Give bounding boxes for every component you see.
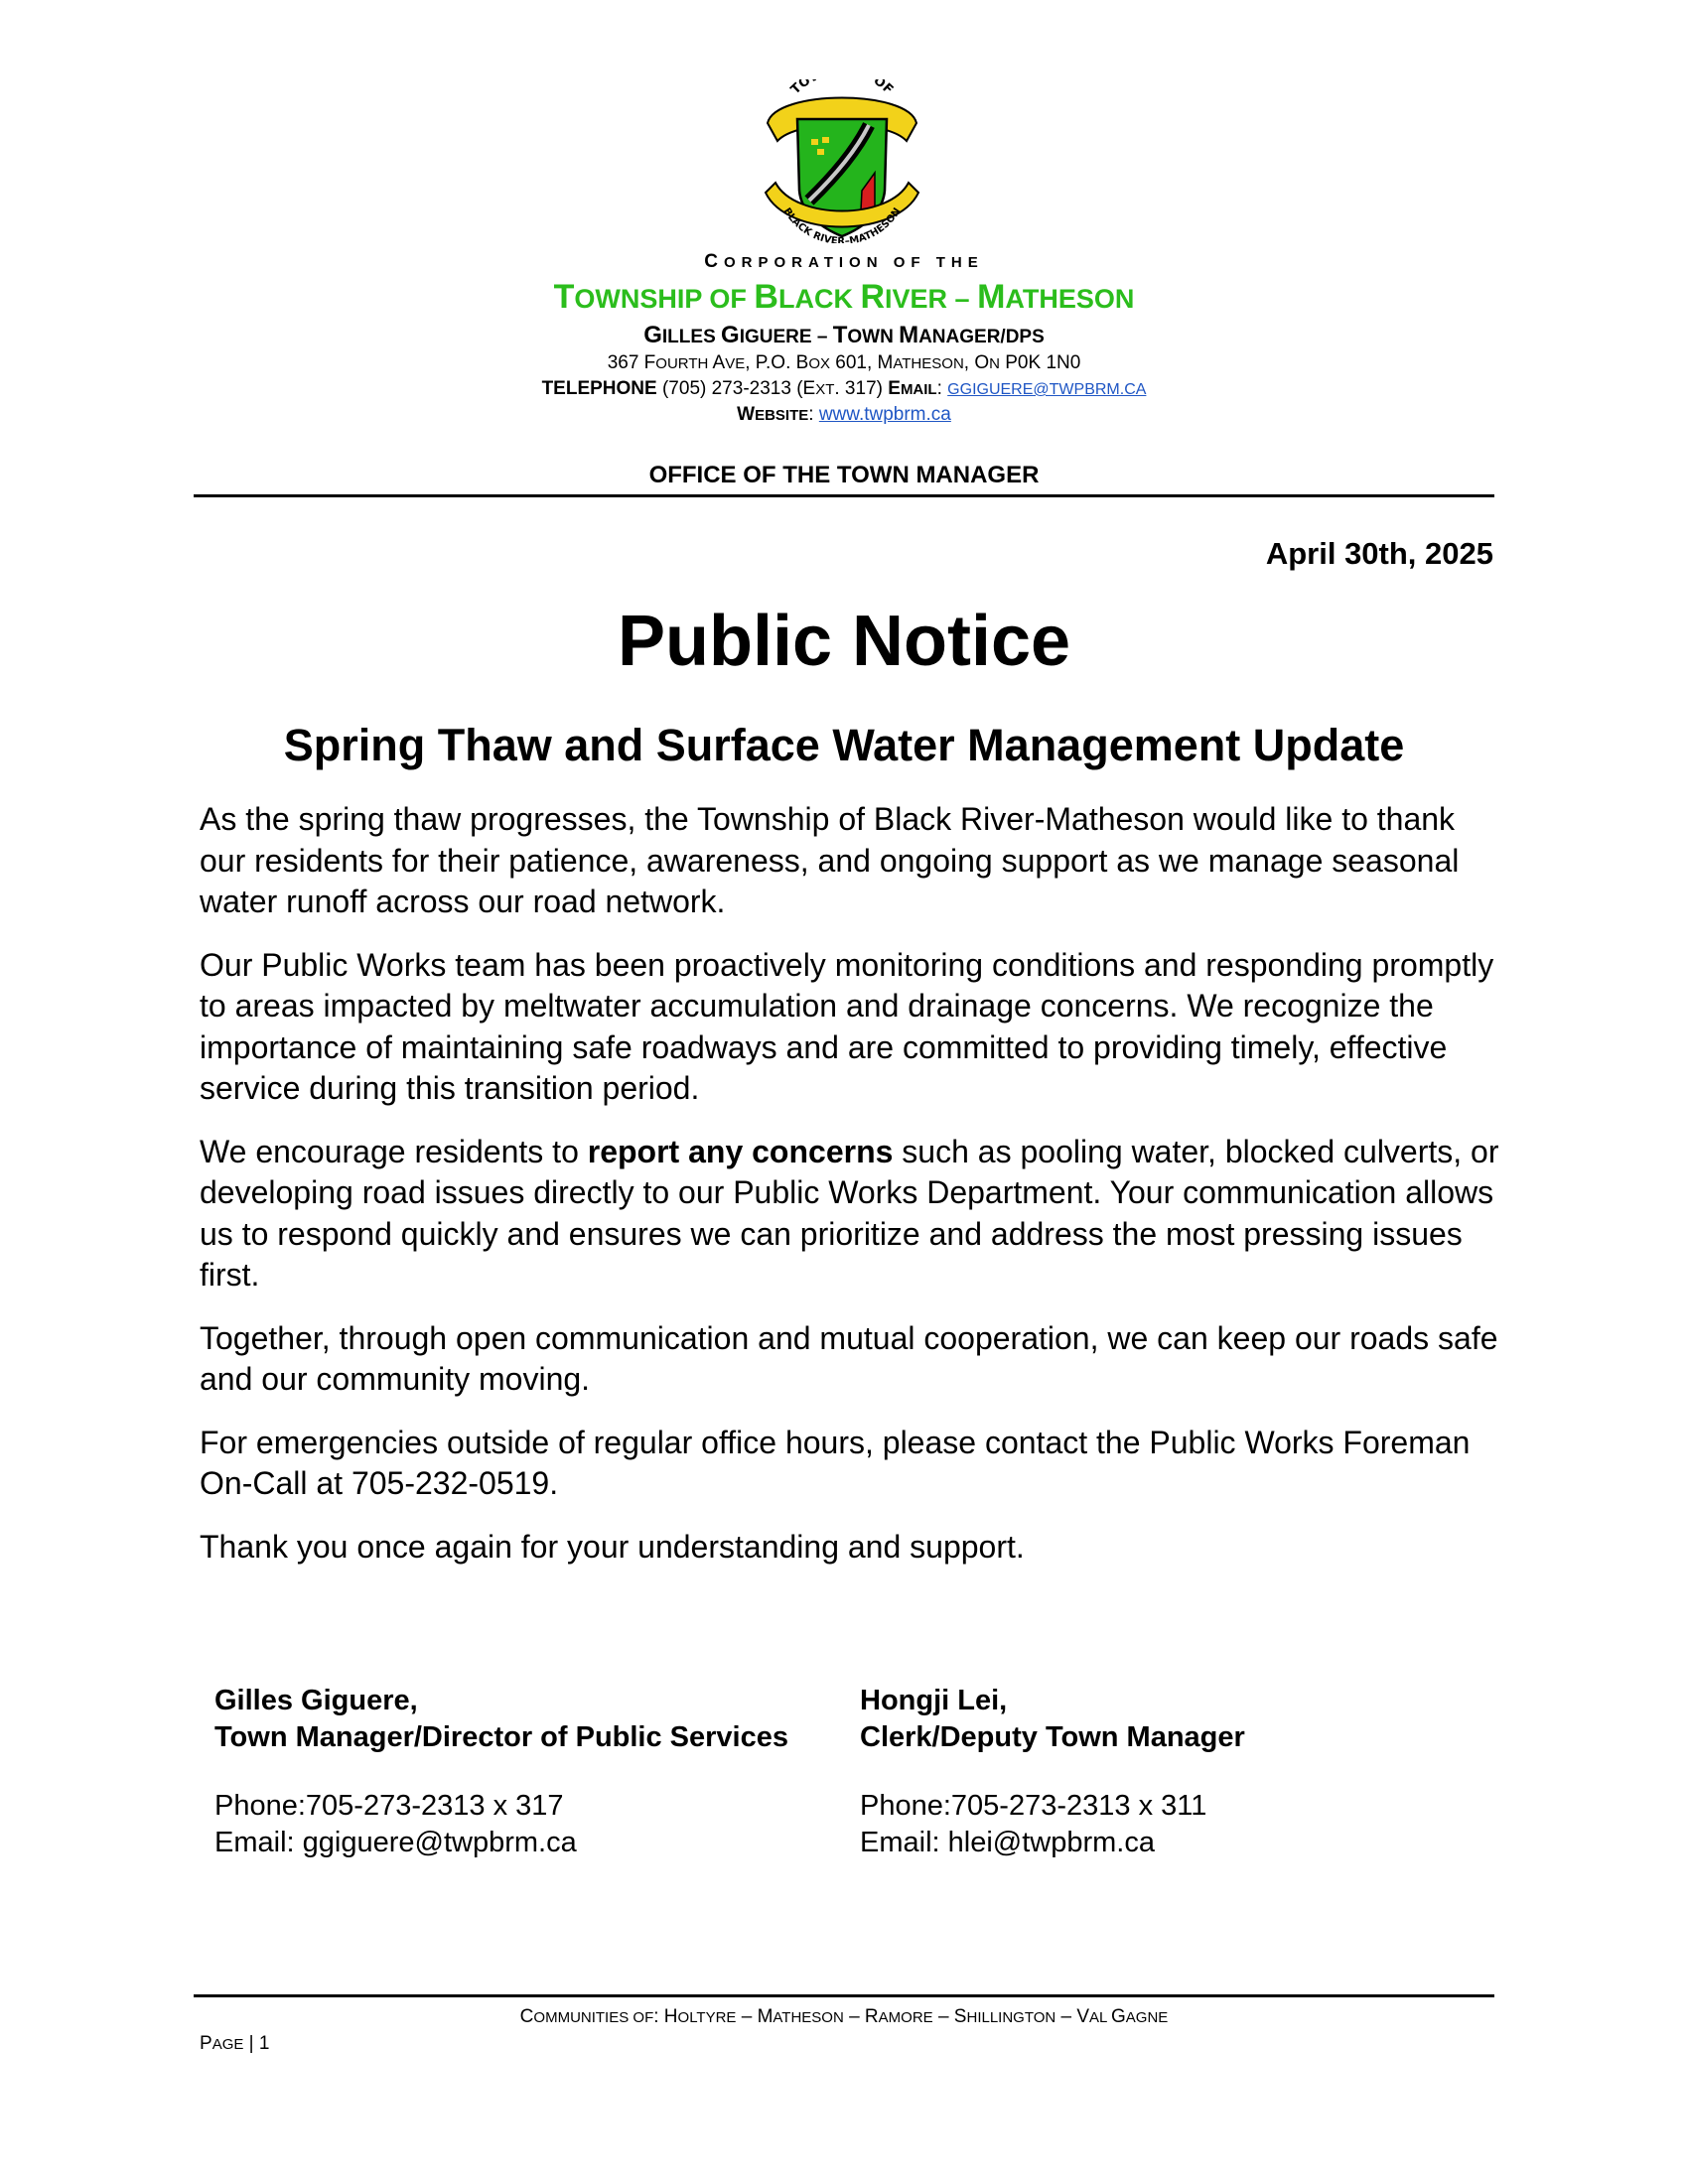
signatory-phone: Phone:705-273-2313 x 317 [214,1790,564,1822]
footer-communities: COMMUNITIES OF: HOLTYRE – MATHESON – RAMORE – SHILLINGTON – VAL GAGNE [519,2006,1169,2027]
township-name: TOWNSHIP OF BLACK RIVER – MATHESON [553,278,1135,316]
paragraph-1: As the spring thaw progresses, the Township of Black River-Matheson would like to thank our residents for their patience, awareness, and ongoing support as we manage seasonal water runoff across our road network. [200,801,1460,919]
page-number: PAGE | 1 [200,2033,270,2054]
logo-text-top: TO OF [787,79,897,98]
footer-divider [194,1994,1494,1997]
office-heading: OFFICE OF THE TOWN MANAGER [648,462,1040,488]
signature-block-clerk [860,1683,1245,1860]
website-line: WEBSITE: www.twpbrm.ca [737,404,951,425]
signatory-role: Clerk/Deputy Town Manager [860,1720,1245,1753]
signatory-role: Town Manager/Director of Public Services [214,1720,789,1753]
notice-subtitle: Spring Thaw and Surface Water Management Update [283,720,1405,770]
township-crest-logo [758,79,926,243]
signatory-email: Email: ggiguere@twpbrm.ca [214,1826,577,1858]
corporation-heading: CORPORATION OF THE [704,251,984,272]
telephone-line: TELEPHONE (705) 273-2313 (EXT. 317) EMAIL: GGIGUERE@TWPBRM.CA [541,378,1147,399]
paragraph-4: Together, through open communication and mutual cooperation, we can keep our roads safe and our community moving. [200,1319,1498,1397]
email-link[interactable]: GGIGUERE@TWPBRM.CA [947,381,1147,398]
signatory-email: Email: hlei@twpbrm.ca [860,1826,1155,1858]
notice-title: Public Notice [617,602,1071,681]
paragraph-6: Thank you once again for your understanding and support. [200,1528,1025,1565]
address-line: 367 FOURTH AVE, P.O. BOX 601, MATHESON, ON P0K 1N0 [607,352,1081,373]
signatory-phone: Phone:705-273-2313 x 311 [860,1790,1207,1822]
header-divider [194,494,1494,497]
manager-line: GILLES GIGUERE – TOWN MANAGER/DPS [643,322,1045,348]
logo-text-bottom: BLACK RIVER–MATHESON [780,205,904,243]
signatory-name: Gilles Giguere, [214,1685,418,1716]
notice-date: April 30th, 2025 [1265,536,1493,571]
paragraph-2: Our Public Works team has been proactively monitoring conditions and responding promptly to areas impacted by meltwater accumulation and drainage concerns. We recognize the importance of maintaining safe roadways and are committed to providing timely, effective service during this transition period. [200,946,1494,1106]
paragraph-3: We encourage residents to report any concerns such as pooling water, blocked culverts, or developing road issues directly to our Public Works Department. Your communication allows us to respond quickly and ensures we can prioritize and address the most pressing issues first. [200,1133,1499,1293]
telephone-label: TELEPHONE [541,378,657,399]
notice-body [200,799,1500,1589]
highlight-text: report any concerns [587,1133,894,1169]
website-link[interactable]: www.twpbrm.ca [818,404,951,425]
signatory-name: Hongji Lei, [860,1685,1008,1716]
svg-text:TOWNSHIP OF [788,79,896,97]
paragraph-5: For emergencies outside of regular office hours, please contact the Public Works Foreman On-Call at 705-232-0519. [200,1424,1471,1501]
signature-block-manager [214,1683,788,1860]
